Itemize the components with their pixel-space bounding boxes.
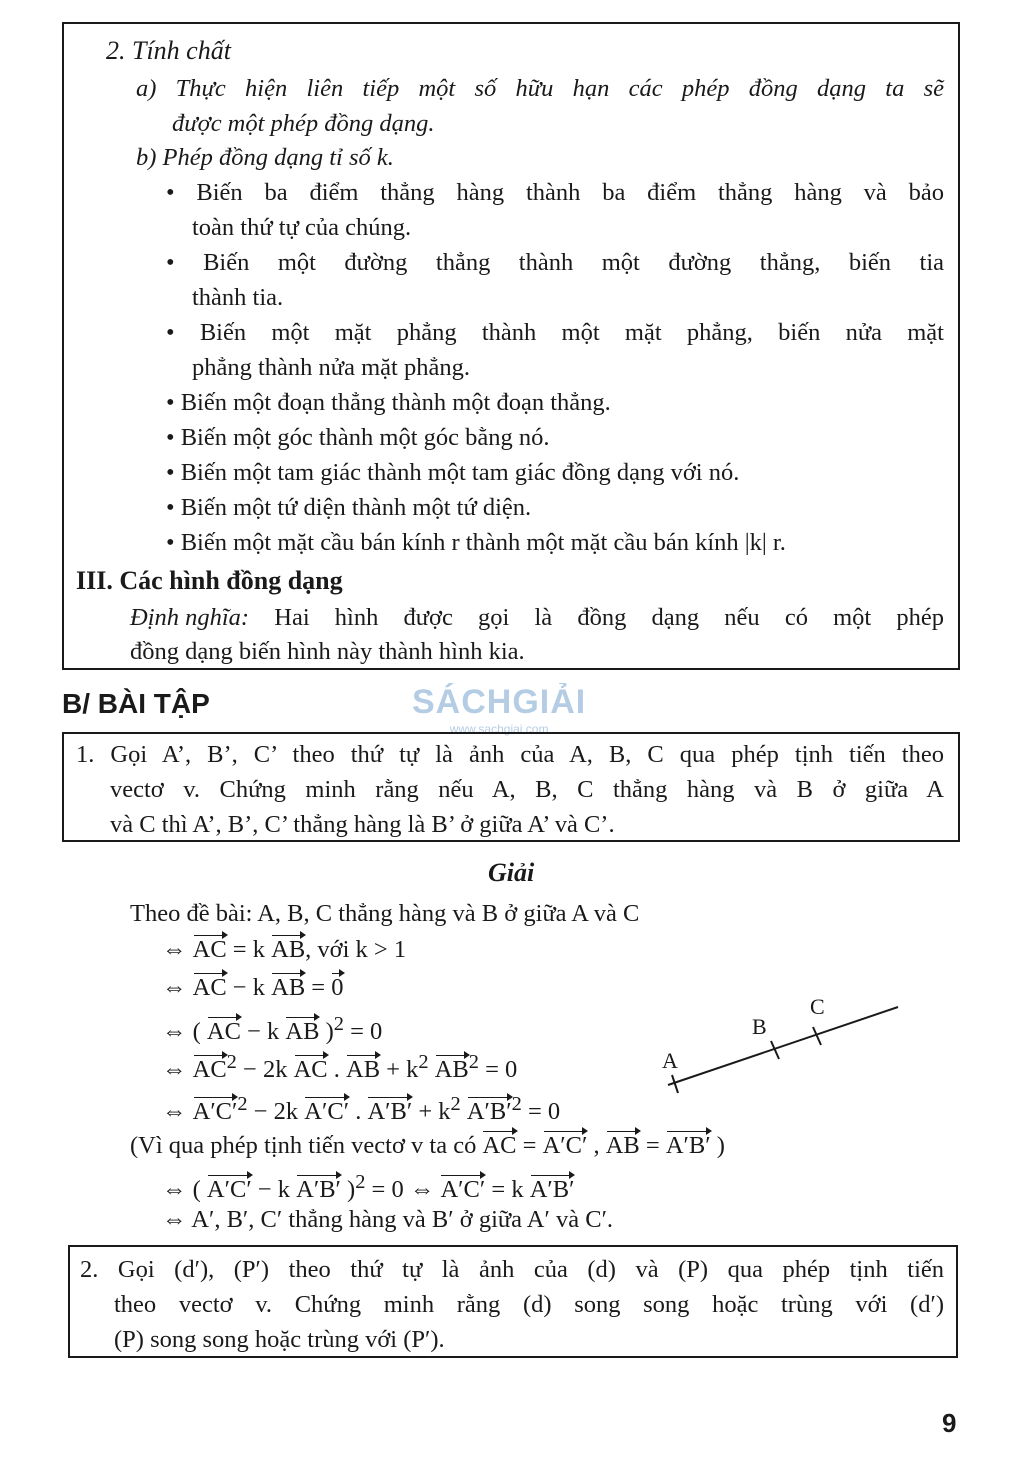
bullet-8: • Biến một mặt cầu bán kính r thành một mặt cầu bán kính |k| r. xyxy=(166,529,786,556)
solution-title: Giải xyxy=(488,858,535,887)
equation-6: ⇔ ( A′C′ − k A′B′ )$^2$ = 0 ⇔ A′C′ = k A′B′ xyxy=(162,1171,575,1204)
bullet-7: • Biến một tứ diện thành một tứ diện. xyxy=(166,494,532,521)
page-number: 9 xyxy=(942,1408,957,1438)
bullet-2-line2: thành tia. xyxy=(192,284,284,311)
bullet-6: • Biến một tam giác thành một tam giác đồng dạng với nó. xyxy=(166,459,740,486)
solution-final: ⇔ A′, B′, C′ thẳng hàng và B′ ở giữa A′ và C′. xyxy=(162,1206,614,1233)
definition-text: Hai hình được gọi là đồng dạng nếu có một phép xyxy=(249,604,944,631)
bullet-2-line1: • Biến một đường thẳng thành một đường thẳng, biến tia xyxy=(166,249,944,276)
bullet-4: • Biến một đoạn thẳng thành một đoạn thẳng. xyxy=(166,389,611,416)
bullet-1-line1: • Biến ba điểm thẳng hàng thành ba điểm thẳng hàng và bảo xyxy=(166,179,944,206)
definition-label: Định nghĩa: xyxy=(130,604,250,631)
exercise-2-line1: 2. Gọi (d′), (P′) theo thứ tự là ảnh của (d) và (P) qua phép tịnh tiến xyxy=(80,1256,944,1283)
watermark-title: SÁCHGIẢI xyxy=(412,683,587,721)
exercise-2-line3: (P) song song hoặc trùng với (P′). xyxy=(114,1326,445,1353)
equation-4: ⇔ $AC^2 - 2k$ AC . AB + $k^2$ $AB^2 = 0$ xyxy=(162,1051,518,1084)
section-3-title: III. Các hình đồng dạng xyxy=(76,566,343,595)
definition-line1 xyxy=(130,606,944,631)
solution-intro: Theo đề bài: A, B, C thẳng hàng và B ở giữa A và C xyxy=(130,900,640,927)
exercise-1-line1: 1. Gọi A’, B’, C’ theo thứ tự là ảnh của A, B, C qua phép tịnh tiến theo xyxy=(76,741,944,768)
equation-5: ⇔ $A'C'^2 - 2k$ A′C′ . $A'B' + k^2$ $A'B'^2 = 0$ xyxy=(162,1093,561,1126)
section-2-title: 2. Tính chất xyxy=(106,36,231,65)
figure-label-c: C xyxy=(810,994,825,1019)
equation-3: ⇔ ( AC − k AB )$^2$ = 0 xyxy=(162,1013,383,1046)
figure-line xyxy=(668,1007,898,1085)
property-a-line1: a) Thực hiện liên tiếp một số hữu hạn các phép đồng dạng ta sẽ xyxy=(136,75,944,102)
translation-note: (Vì qua phép tịnh tiến vectơ v ta có AC = A′C′ , AB = A′B′ ) xyxy=(130,1132,725,1159)
equation-1: ⇔ AC = k AB, với k > 1 xyxy=(162,936,407,963)
collinear-points-figure xyxy=(650,995,910,1105)
exercise-1-line2: vectơ v. Chứng minh rằng nếu A, B, C thẳng hàng và B ở giữa A xyxy=(110,776,944,803)
property-a-line2: được một phép đồng dạng. xyxy=(172,110,435,137)
equation-2: ⇔ AC − k AB = 0 xyxy=(162,974,344,1001)
bullet-1-line2: toàn thứ tự của chúng. xyxy=(192,214,412,241)
bullet-3-line2: phẳng thành nửa mặt phẳng. xyxy=(192,354,470,381)
exercise-2-line2: theo vectơ v. Chứng minh rằng (d) song song hoặc trùng với (d′) xyxy=(114,1291,944,1318)
bullet-3-line1: • Biến một mặt phẳng thành một mặt phẳng, biến nửa mặt xyxy=(166,319,944,346)
figure-label-b: B xyxy=(752,1014,767,1039)
translation-note-prefix: (Vì qua phép tịnh tiến vectơ v ta có xyxy=(130,1132,483,1159)
exercise-1-line3: và C thì A’, B’, C’ thẳng hàng là B’ ở giữa A’ và C’. xyxy=(110,811,615,838)
watermark-url: www.sachgiai.com xyxy=(449,722,549,736)
exercises-heading: B/ BÀI TẬP xyxy=(62,688,210,719)
watermark-logo xyxy=(412,683,586,736)
property-b-title: b) Phép đồng dạng tỉ số k. xyxy=(136,144,394,171)
bullet-5: • Biến một góc thành một góc bằng nó. xyxy=(166,424,550,451)
figure-label-a: A xyxy=(662,1048,678,1073)
definition-line2: đồng dạng biến hình này thành hình kia. xyxy=(130,638,525,665)
